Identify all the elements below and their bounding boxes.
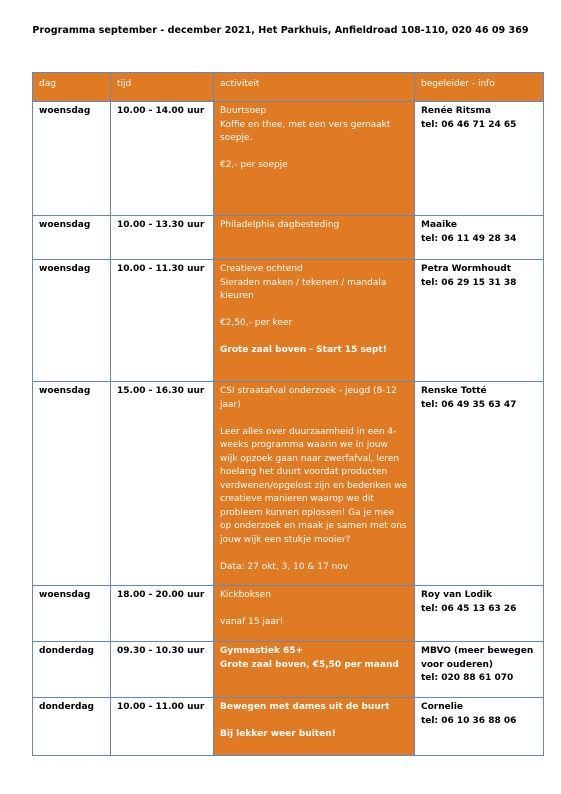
table-row xyxy=(33,382,544,586)
header-tijd: tijd xyxy=(111,73,214,102)
activity-line: Grote zaal boven - Start 15 sept! xyxy=(220,345,387,355)
cell-tijd: 18.00 - 20.00 uur xyxy=(111,586,214,642)
info-name: Renske Totté xyxy=(421,386,487,396)
cell-info xyxy=(415,382,544,586)
info-phone: tel: 020 88 61 070 xyxy=(421,673,514,683)
table-row xyxy=(33,102,544,216)
activity-title: Bewegen met dames uit de buurt xyxy=(220,702,390,712)
activity-line xyxy=(220,547,408,561)
info-name: Petra Wormhoudt xyxy=(421,264,511,274)
activity-line xyxy=(220,603,408,617)
cell-activiteit xyxy=(214,216,415,260)
activity-title: Philadelphia dagbesteding xyxy=(220,220,340,230)
program-table xyxy=(32,72,544,756)
cell-dag: woensdag xyxy=(33,102,111,216)
header-info: begeleider - info xyxy=(415,73,544,102)
cell-activiteit xyxy=(214,260,415,382)
cell-activiteit xyxy=(214,698,415,756)
table-header xyxy=(33,73,544,102)
cell-tijd: 10.00 - 11.30 uur xyxy=(111,260,214,382)
activity-line: Grote zaal boven, €5,50 per maand xyxy=(220,659,399,670)
cell-dag: woensdag xyxy=(33,382,111,586)
activity-title: Gymnastiek 65+ xyxy=(220,646,304,656)
page-title: Programma september - december 2021, Het Parkhuis, Anfieldroad 108-110, 020 46 09 369 xyxy=(32,25,529,36)
activity-line: Koffie en thee, met een vers gemaakt soepje. xyxy=(220,119,391,143)
cell-info xyxy=(415,216,544,260)
activity-title: CSI straatafval onderzoek - jeugd (8-12 jaar) xyxy=(220,386,397,410)
cell-info xyxy=(415,698,544,756)
activity-line xyxy=(220,304,408,318)
activity-line: €2,50,- per keer xyxy=(220,318,293,328)
info-phone: tel: 06 11 49 28 34 xyxy=(421,233,517,244)
cell-dag: woensdag xyxy=(33,216,111,260)
cell-tijd: 10.00 - 14.00 uur xyxy=(111,102,214,216)
info-name: Roy van Lodik xyxy=(421,590,493,600)
table-row xyxy=(33,642,544,698)
info-phone: tel: 06 10 36 88 06 xyxy=(421,715,517,726)
cell-tijd: 15.00 - 16.30 uur xyxy=(111,382,214,586)
info-name: Cornelie xyxy=(421,702,464,712)
table-row xyxy=(33,698,544,756)
activity-title: Buurtsoep xyxy=(220,106,267,116)
activity-title: Creatieve ochtend xyxy=(220,264,303,274)
cell-dag: woensdag xyxy=(33,260,111,382)
activity-line: Bij lekker weer buiten! xyxy=(220,729,336,739)
cell-dag: woensdag xyxy=(33,586,111,642)
cell-activiteit xyxy=(214,102,415,216)
info-phone: tel: 06 46 71 24 65 xyxy=(421,119,517,130)
cell-info xyxy=(415,102,544,216)
activity-line: €2,- per soepje xyxy=(220,160,288,170)
activity-line: Data: 27 okt, 3, 10 & 17 nov xyxy=(220,561,349,572)
cell-info xyxy=(415,260,544,382)
activity-line xyxy=(220,715,408,729)
table-row xyxy=(33,586,544,642)
cell-dag: donderdag xyxy=(33,642,111,698)
cell-tijd: 10.00 - 13.30 uur xyxy=(111,216,214,260)
table-row xyxy=(33,260,544,382)
cell-tijd: 09.30 - 10.30 uur xyxy=(111,642,214,698)
info-phone: tel: 06 49 35 63 47 xyxy=(421,399,517,410)
activity-line xyxy=(220,412,408,426)
cell-tijd: 10.00 - 11.00 uur xyxy=(111,698,214,756)
cell-activiteit xyxy=(214,586,415,642)
info-phone: tel: 06 29 15 31 38 xyxy=(421,277,517,288)
activity-line xyxy=(220,331,408,345)
info-name: Maaike xyxy=(421,220,458,230)
cell-activiteit xyxy=(214,642,415,698)
cell-info xyxy=(415,586,544,642)
info-name: MBVO (meer bewegen voor ouderen) xyxy=(421,646,534,670)
cell-activiteit xyxy=(214,382,415,586)
header-activiteit: activiteit xyxy=(214,73,415,102)
activity-line xyxy=(220,146,408,160)
header-dag: dag xyxy=(33,73,111,102)
info-phone: tel: 06 45 13 63 26 xyxy=(421,603,517,614)
activity-line: vanaf 15 jaar! xyxy=(220,617,284,627)
activity-line: Leer alles over duurzaamheid in een 4-weeks programma waarin we in jouw wijk opzoek gaan naar zwerfafval, leren hoelang het duurt voordat producten verdwenen/opgelost zijn en bedenken we creatieve manieren waarop we dit probleem kunnen oplossen! Ga je mee op onderzoek en maak je samen met ons jouw wijk een stukje mooier? xyxy=(220,426,408,545)
activity-line: Sieraden maken / tekenen / mandala kleuren xyxy=(220,277,387,301)
table-row xyxy=(33,216,544,260)
info-name: Renée Ritsma xyxy=(421,106,491,116)
cell-info xyxy=(415,642,544,698)
activity-title: Kickboksen xyxy=(220,590,271,600)
cell-dag: donderdag xyxy=(33,698,111,756)
